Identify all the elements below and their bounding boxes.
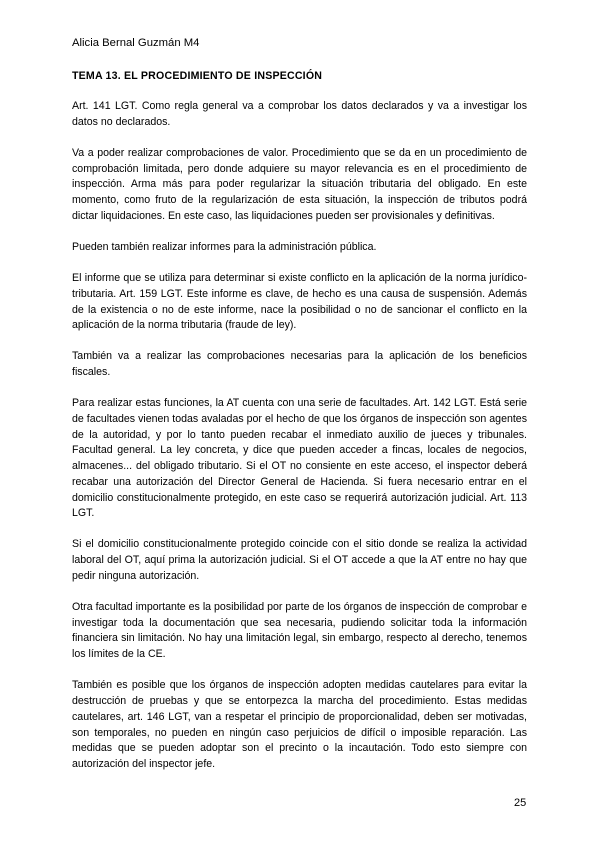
paragraph: El informe que se utiliza para determinar si existe conflicto en la aplicación de la norma jurídico-tributaria. Art. 159 LGT. Este informe es clave, de hecho es una causa de suspensión. Además de la existencia o no de este informe, nace la posibilidad o no de sancionar el conflicto en la aplicación de la norma tributaria (fraude de ley). <box>72 272 527 332</box>
section-title: TEMA 13. EL PROCEDIMIENTO DE INSPECCIÓN <box>72 70 323 82</box>
author-header: Alicia Bernal Guzmán M4 <box>72 37 200 49</box>
paragraph: Va a poder realizar comprobaciones de valor. Procedimiento que se da en un procedimiento de comprobación limitada, pero donde adquiere su mayor relevancia es en el procedimiento de inspección. Arma más para poder regularizar la situación tributaria del obligado. En este momento, como fruto de la regularización de esta situación, la inspección de tributos podrá dictar liquidaciones. En este caso, las liquidaciones pueden ser provisionales y definitivas. <box>72 146 527 222</box>
paragraph: También va a realizar las comprobaciones necesarias para la aplicación de los beneficios fiscales. <box>72 350 527 379</box>
page-number: 25 <box>514 797 527 809</box>
paragraph: Para realizar estas funciones, la AT cuenta con una serie de facultades. Art. 142 LGT. Está serie de facultades vienen todas avaladas por el hecho de que los órganos de inspección son agentes de la autoridad, y por lo tanto pueden recabar el inmediato auxilio de jueces y tribunales. Facultad general. La ley concreta, y dice que pueden acceder a fincas, locales de negocios, almacenes... del obligado tributario. Si el OT no consiente en este acceso, el inspector deberá recabar una autorización del Director General de Hacienda. Si fuera necesario entrar en el domicilio constitucionalmente protegido, en este caso se requerirá autorización judicial. Art. 113 LGT. <box>72 397 527 520</box>
paragraph: También es posible que los órganos de inspección adopten medidas cautelares para evitar la destrucción de pruebas y que se entorpezca la marcha del procedimiento. Estas medidas cautelares, art. 146 LGT, van a respetar el principio de proporcionalidad, deben ser motivadas, son temporales, no pueden en ningún caso perjuicios de difícil o imposible reparación. Las medidas que se pueden adoptar son el precinto o la incautación. Todo esto siempre con autorización del inspector jefe. <box>72 679 527 770</box>
paragraph: Pueden también realizar informes para la administración pública. <box>72 240 377 253</box>
paragraph: Si el domicilio constitucionalmente protegido coincide con el sitio donde se realiza la actividad laboral del OT, aquí prima la autorización judicial. Si el OT accede a que la AT entre no hay que pedir ninguna autorización. <box>72 538 527 582</box>
document-body <box>72 70 527 788</box>
paragraph: Art. 141 LGT. Como regla general va a comprobar los datos declarados y va a investigar los datos no declarados. <box>72 100 527 128</box>
paragraph: Otra facultad importante es la posibilidad por parte de los órganos de inspección de comprobar e investigar toda la documentación que sea necesaria, pudiendo solicitar toda la información financiera sin limitación. No hay una limitación legal, sin embargo, respecto al derecho, tenemos los límites de la CE. <box>72 601 527 661</box>
